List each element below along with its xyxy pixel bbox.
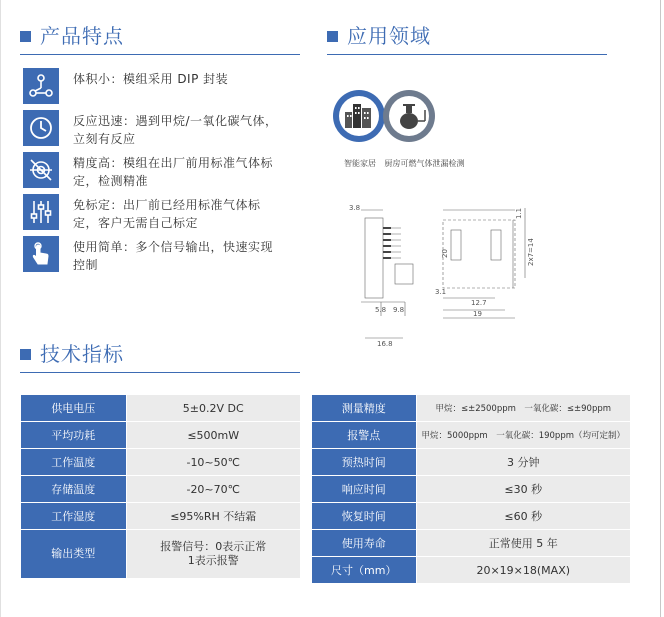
feature-text: 精度高：模组在出厂前用标准气体标定，检测精准 — [73, 156, 274, 188]
spec-key: 恢复时间 — [312, 503, 416, 530]
section-marker — [327, 31, 338, 42]
spec-value: ≤95%RH 不结霜 — [126, 503, 300, 530]
application-header — [327, 22, 607, 55]
features-header — [20, 22, 300, 55]
spec-value: -20~70℃ — [126, 476, 300, 503]
target-icon — [23, 152, 59, 188]
dim-label: 16.8 — [377, 340, 393, 348]
app-gas-leak: 厨房可燃气体泄漏检测 — [384, 159, 465, 168]
dim-label: 12.7 — [471, 299, 487, 307]
spec-value: 甲烷：5000ppm 一氧化碳：190ppm（均可定制） — [416, 422, 630, 449]
spec-key: 尺寸（mm） — [312, 557, 416, 584]
table-row — [312, 476, 630, 503]
spec-key: 输出类型 — [21, 530, 126, 579]
spec-value — [126, 530, 300, 579]
section-marker — [20, 31, 31, 42]
nodes-icon — [23, 68, 59, 104]
spec-key: 预热时间 — [312, 449, 416, 476]
spec-key: 使用寿命 — [312, 530, 416, 557]
spec-value: -10~50℃ — [126, 449, 300, 476]
table-row — [312, 530, 630, 557]
spec-value: 20×19×18(MAX) — [416, 557, 630, 584]
table-row — [21, 449, 300, 476]
spec-key: 报警点 — [312, 422, 416, 449]
clock-icon — [23, 110, 59, 146]
table-row — [21, 395, 300, 422]
spec-value-line: 报警信号：0表示正常 — [160, 540, 267, 553]
feature-text: 使用简单：多个信号输出，快速实现控制 — [73, 240, 274, 272]
dim-label: 20 — [441, 249, 449, 258]
spec-key: 工作湿度 — [21, 503, 126, 530]
table-row — [312, 395, 630, 422]
feature-text: 免标定：出厂前已经用标准气体标定，客户无需自己标定 — [73, 198, 261, 230]
spec-key: 测量精度 — [312, 395, 416, 422]
table-row — [21, 422, 300, 449]
dim-label: 3.8 — [349, 204, 361, 212]
spec-key: 平均功耗 — [21, 422, 126, 449]
spec-value: ≤500mW — [126, 422, 300, 449]
dim-label: 19 — [473, 310, 482, 318]
application-captions — [344, 158, 471, 169]
spec-value: 甲烷：≤±2500ppm 一氧化碳：≤±90ppm — [416, 395, 630, 422]
specs-header — [20, 340, 300, 373]
table-row — [312, 503, 630, 530]
spec-key: 工作温度 — [21, 449, 126, 476]
table-row — [21, 476, 300, 503]
specs-title: 技术指标 — [40, 342, 124, 366]
frame-left-border — [0, 0, 1, 617]
application-title: 应用领域 — [347, 24, 431, 48]
spec-key: 存储温度 — [21, 476, 126, 503]
specs-table-right — [312, 395, 630, 584]
spec-value: 正常使用 5 年 — [416, 530, 630, 557]
table-row — [312, 557, 630, 584]
app-smart-home: 智能家居 — [344, 159, 376, 168]
table-row — [21, 530, 300, 579]
spec-value: 3 分钟 — [416, 449, 630, 476]
touch-icon — [23, 236, 59, 272]
specs-table-left — [21, 395, 300, 579]
application-icons — [329, 88, 439, 144]
sliders-icon — [23, 194, 59, 230]
dim-label: 2x7=14 — [527, 238, 535, 266]
feature-text: 体积小：模组采用 DIP 封装 — [73, 72, 229, 86]
spec-key: 响应时间 — [312, 476, 416, 503]
frame-right-border — [660, 0, 661, 617]
features-title: 产品特点 — [40, 24, 124, 48]
spec-value: ≤60 秒 — [416, 503, 630, 530]
dim-label: 3.1 — [435, 288, 447, 296]
dimension-drawing — [345, 198, 545, 348]
table-row — [312, 422, 630, 449]
spec-value: ≤30 秒 — [416, 476, 630, 503]
dim-label: 1.1 — [515, 207, 523, 219]
section-marker — [20, 349, 31, 360]
dim-label: 9.8 — [393, 306, 405, 314]
table-row — [312, 449, 630, 476]
spec-value: 5±0.2V DC — [126, 395, 300, 422]
dim-label: 5.8 — [375, 306, 387, 314]
spec-key: 供电电压 — [21, 395, 126, 422]
feature-text: 反应迅速：遇到甲烷/一氧化碳气体，立刻有反应 — [73, 114, 278, 146]
smart-home-icon — [333, 90, 385, 142]
gas-leak-icon — [383, 90, 435, 142]
spec-value-line: 1表示报警 — [187, 554, 239, 567]
table-row — [21, 503, 300, 530]
